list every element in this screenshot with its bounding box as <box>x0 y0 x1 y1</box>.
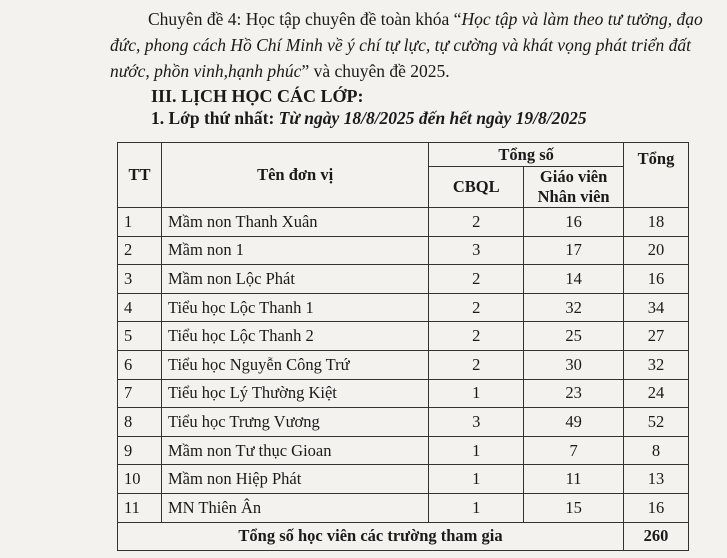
row-unit: MN Thiên Ân <box>161 493 428 522</box>
row-unit: Mầm non Lộc Phát <box>161 265 428 294</box>
intro-suffix: ” và chuyên đề 2025. <box>301 61 450 81</box>
table-row <box>118 465 689 494</box>
row-cbql: 1 <box>429 379 524 408</box>
table-row <box>118 379 689 408</box>
row-tt: 1 <box>118 208 162 237</box>
header-cbql: CBQL <box>429 167 524 208</box>
row-tt: 10 <box>118 465 162 494</box>
row-tt: 4 <box>118 293 162 322</box>
row-total: 8 <box>624 436 689 465</box>
row-cbql: 3 <box>429 236 524 265</box>
table-row <box>118 493 689 522</box>
row-cbql: 2 <box>429 208 524 237</box>
schedule-table <box>117 142 689 551</box>
row-staff: 25 <box>524 322 624 351</box>
row-staff: 11 <box>524 465 624 494</box>
row-total: 24 <box>624 379 689 408</box>
row-total: 27 <box>624 322 689 351</box>
row-staff: 7 <box>524 436 624 465</box>
table-row <box>118 293 689 322</box>
row-cbql: 1 <box>429 436 524 465</box>
row-staff: 23 <box>524 379 624 408</box>
row-tt: 6 <box>118 350 162 379</box>
row-tt: 2 <box>118 236 162 265</box>
section-title: III. LỊCH HỌC CÁC LỚP: <box>151 86 364 106</box>
header-total: Tổng <box>624 143 689 208</box>
footer-total: 260 <box>624 522 689 551</box>
row-cbql: 1 <box>429 465 524 494</box>
row-tt: 3 <box>118 265 162 294</box>
table-footer-row <box>118 522 689 551</box>
intro-paragraph <box>110 6 710 84</box>
header-tt: TT <box>118 143 162 208</box>
row-unit: Mầm non Hiệp Phát <box>161 465 428 494</box>
table-body <box>118 208 689 523</box>
class-label: 1. Lớp thứ nhất: <box>151 108 279 128</box>
header-unit: Tên đơn vị <box>161 143 428 208</box>
row-staff: 49 <box>524 408 624 437</box>
row-unit: Mầm non Tư thục Gioan <box>161 436 428 465</box>
table-row <box>118 408 689 437</box>
row-total: 13 <box>624 465 689 494</box>
row-cbql: 2 <box>429 293 524 322</box>
row-staff: 14 <box>524 265 624 294</box>
row-unit: Tiểu học Lộc Thanh 1 <box>161 293 428 322</box>
row-staff: 17 <box>524 236 624 265</box>
row-cbql: 1 <box>429 493 524 522</box>
class-dates: Từ ngày 18/8/2025 đến hết ngày 19/8/2025 <box>278 108 587 128</box>
row-unit: Mầm non 1 <box>161 236 428 265</box>
intro-italic-title: Học tập và làm theo tư tưởng, đạo đức, phong cách Hồ Chí Minh về ý chí tự lực, tự cường và khát vọng phát triển đất nước, phồn vinh,hạnh phúc <box>110 9 703 81</box>
table-row <box>118 322 689 351</box>
row-cbql: 2 <box>429 350 524 379</box>
row-unit: Mầm non Thanh Xuân <box>161 208 428 237</box>
row-staff: 16 <box>524 208 624 237</box>
footer-label: Tổng số học viên các trường tham gia <box>118 522 624 551</box>
row-unit: Tiểu học Lộc Thanh 2 <box>161 322 428 351</box>
row-cbql: 3 <box>429 408 524 437</box>
row-staff: 32 <box>524 293 624 322</box>
row-cbql: 2 <box>429 322 524 351</box>
row-tt: 5 <box>118 322 162 351</box>
row-unit: Tiểu học Nguyễn Công Trứ <box>161 350 428 379</box>
row-tt: 11 <box>118 493 162 522</box>
row-staff: 15 <box>524 493 624 522</box>
row-tt: 9 <box>118 436 162 465</box>
header-staff <box>524 167 624 208</box>
table-row <box>118 436 689 465</box>
row-staff: 30 <box>524 350 624 379</box>
row-tt: 7 <box>118 379 162 408</box>
row-unit: Tiểu học Lý Thường Kiệt <box>161 379 428 408</box>
row-total: 20 <box>624 236 689 265</box>
row-total: 32 <box>624 350 689 379</box>
row-total: 16 <box>624 493 689 522</box>
table-row <box>118 208 689 237</box>
row-total: 16 <box>624 265 689 294</box>
header-staff-line2: Nhân viên <box>537 187 610 206</box>
intro-prefix: Chuyên đề 4: Học tập chuyên đề toàn khóa “ <box>148 9 462 29</box>
table-row <box>118 350 689 379</box>
class-subtitle <box>151 108 587 129</box>
row-tt: 8 <box>118 408 162 437</box>
table-row <box>118 236 689 265</box>
row-total: 18 <box>624 208 689 237</box>
row-unit: Tiểu học Trưng Vương <box>161 408 428 437</box>
header-group-total: Tổng số <box>429 143 624 167</box>
row-total: 34 <box>624 293 689 322</box>
table-row <box>118 265 689 294</box>
header-staff-line1: Giáo viên <box>539 167 608 186</box>
row-total: 52 <box>624 408 689 437</box>
row-cbql: 2 <box>429 265 524 294</box>
